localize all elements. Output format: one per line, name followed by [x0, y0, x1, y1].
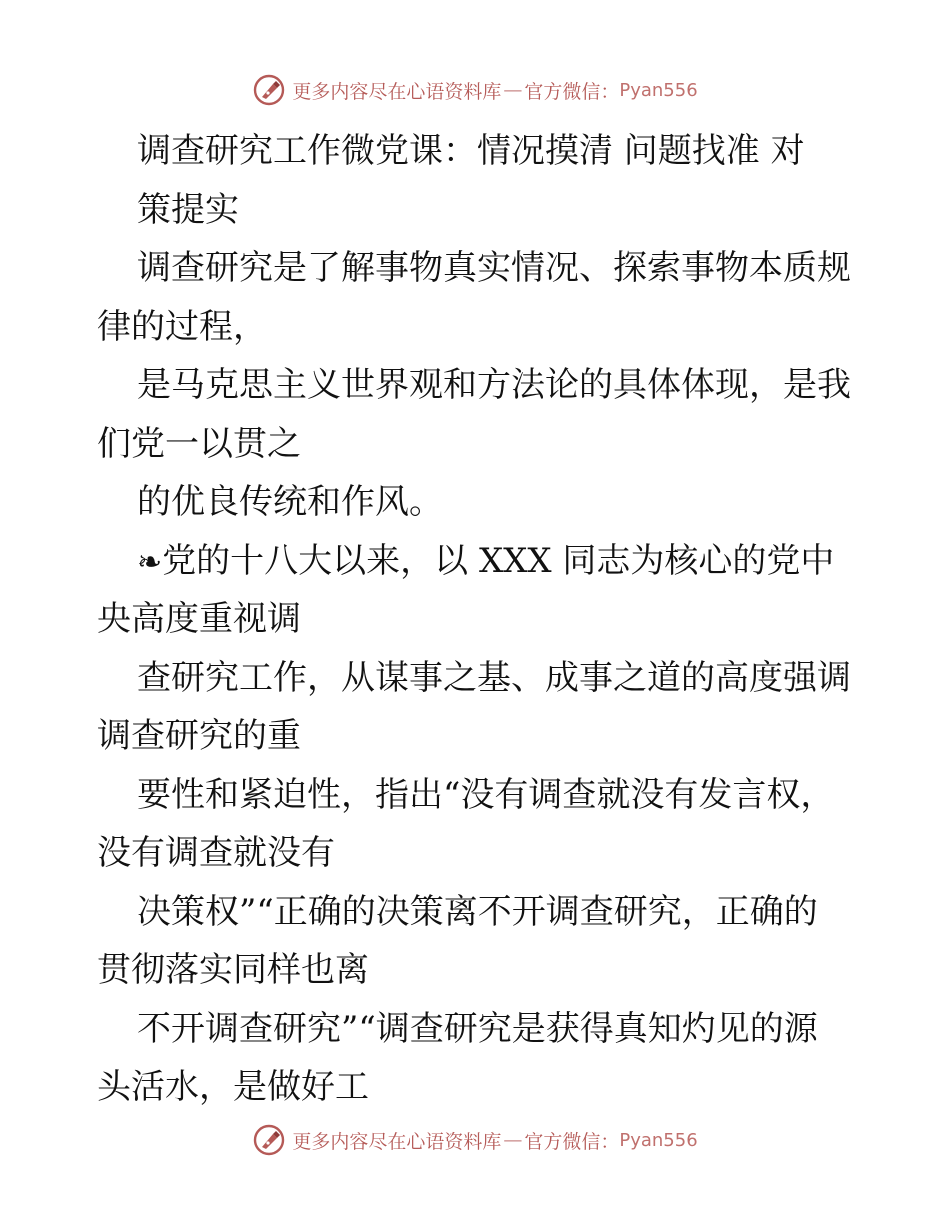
header-banner: [0, 70, 950, 110]
text-line: 调查研究的重: [97, 716, 301, 756]
footer-banner: [0, 1120, 950, 1160]
text-line: 们党一以贯之: [97, 423, 301, 464]
flourish-icon: ❧: [137, 544, 163, 580]
text-line: 贯彻落实同样也离: [97, 950, 369, 990]
text-line: 律的过程，: [97, 306, 267, 347]
banner-label: 官方微信：: [524, 1130, 620, 1153]
text-line-with-flourish: [97, 532, 857, 591]
banner-separator: —: [503, 79, 523, 101]
title-line-1: 调查研究工作微党课：情况摸清 问题找准 对: [137, 131, 805, 171]
banner-wechat-id: Pyan556: [619, 1129, 698, 1151]
pen-nib-circle-icon: [252, 1123, 286, 1157]
text-line: 没有调查就没有: [97, 833, 335, 873]
banner-separator: —: [503, 1129, 523, 1151]
banner-text: 更多内容尽在心语资料库: [292, 80, 502, 103]
text-line: 查研究工作，从谋事之基、成事之道的高度强调: [137, 657, 851, 698]
text-line: 央高度重视调: [97, 599, 301, 639]
text-line: 决策权”“正确的决策离不开调查研究，正确的: [137, 891, 818, 932]
text-line: 不开调查研究”“调查研究是获得真知灼见的源: [137, 1008, 818, 1049]
text-line: 要性和紧迫性，指出“没有调查就没有发言权，: [137, 774, 835, 815]
banner-wechat-id: Pyan556: [619, 79, 698, 101]
banner-text: 更多内容尽在心语资料库: [292, 1130, 502, 1153]
pen-nib-circle-icon: [252, 73, 286, 107]
text-line: 的优良传统和作风。: [137, 482, 443, 522]
text-line: 是马克思主义世界观和方法论的具体体现，是我: [137, 365, 851, 405]
text-line-content: 党的十八大以来，以 XXX 同志为核心的党中: [162, 540, 835, 581]
banner-label: 官方微信：: [524, 80, 620, 103]
text-line: 调查研究是了解事物真实情况、探索事物本质规: [137, 248, 851, 288]
title-line-2: 策提实: [137, 189, 239, 230]
text-line: 头活水，是做好工: [97, 1067, 369, 1107]
document-body: [97, 122, 857, 1117]
